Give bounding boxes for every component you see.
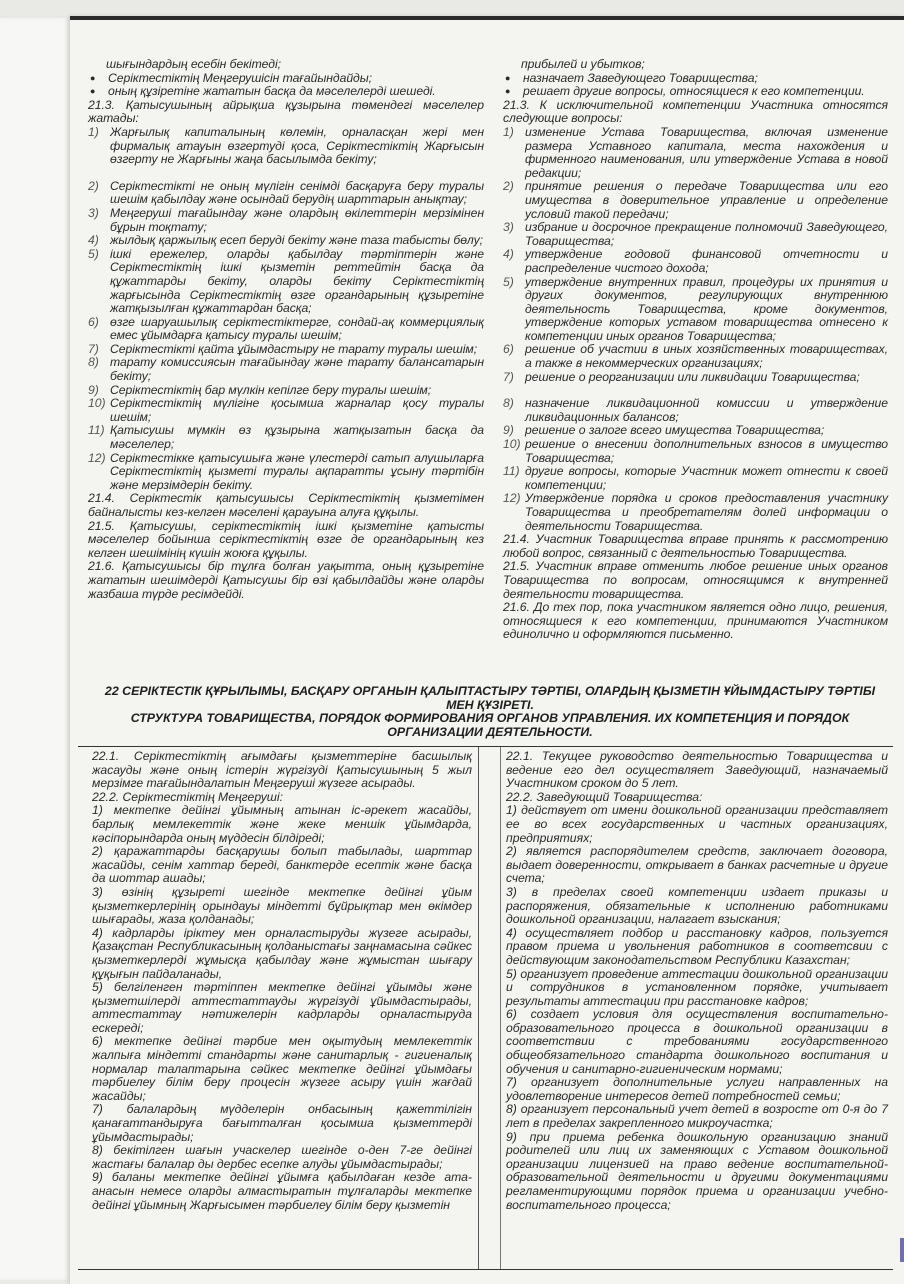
bullet-icon: ● xyxy=(90,86,96,97)
paragraph: 2) является распорядителем средств, заключает договора, выдает доверенности, открывает в банках расчетные и другие счета; xyxy=(506,844,888,886)
underlying-page-edge xyxy=(0,18,70,1280)
bullet-icon: ● xyxy=(505,86,511,97)
list-item: 6) өзге шаруашылық серіктестіктерге, сондай-ақ коммерциялық емес ұйымдарға қатысу туралы шешім; xyxy=(88,314,484,343)
column-divider xyxy=(478,747,479,1269)
paragraph: 8) бекітілген шағын учаскелер шегінде о-ден 7-ге дейінгі жастағы балалар ды дербес есепке алуды ұйымдастырады; xyxy=(92,1143,472,1171)
paragraph: 7) организует дополнительные услуги направленных на удовлетворение интересов детей потребностей семьи; xyxy=(506,1075,888,1103)
paragraph: 3) в пределах своей компетенции издает приказы и распоряжения, обязательные к исполнению работниками дошкольной организации, налагает взыскания; xyxy=(506,884,888,927)
section-21-kazakh-column xyxy=(88,58,484,601)
clause-21-5: 21.5. Участник вправе отменить любое решение иных органов Товарищества по вопросам, относящимся к внутренней деятельности товарищества. xyxy=(503,559,888,601)
paragraph: 6) мектепке дейінгі тәрбие мен оқытудың мемлекеттік жалпыға міндетті стандарты және санитарлық - гигиеналық нормалар талаптарына сәйкес мектепке дейінгі ұйымдағы тәрбиелеу білім беру процесін жүзеге асыру үшін жағдай жасайды; xyxy=(92,1034,472,1103)
clause-21-3: 21.3. К исключительной компетенции Участника относятся следующие вопросы: xyxy=(503,97,888,126)
paragraph: 4) осуществляет подбор и расстановку кадров, пользуется правом приема и увольнения работников в соответсвии с действующим законодательством Республики Казахстан; xyxy=(506,925,888,967)
list-item: 5) ішкі ережелер, оларды қабылдау тәртіптерін және Серіктестіктің ішкі қызметін реттейтін басқа да құжаттарды бекіту, оларды бекіту Серіктестіктің жарғысында Серіктестіктің өзге органдарының құзыретіне жатқызылған құжаттардан басқа; xyxy=(88,246,484,316)
list-item: 1) изменение Устава Товарищества, включая изменение размера Уставного капитала, места нахождения и фирменного наименования, или утверждение Устава в новой редакции; xyxy=(503,124,888,180)
paragraph: 7) балалардың мүдделерін онбасының қажеттілігін қанағаттандыруға бағытталған қосымша қызметтерді ұйымдастырады; xyxy=(92,1102,472,1144)
list-item: 1) Жарғылық капиталының көлемін, орналасқан жері мен фирмалық атауын өзгертуді қоса, Серіктестіктің Жарғысын өзгерту не Жарғыны жаңа басылымда бекіту; xyxy=(88,124,484,167)
list-item: 9) Серіктестіктің бар мүлкін кепілге беру туралы шешім; xyxy=(88,382,432,397)
paragraph: 1) действует от имени дошкольной организации представляет ее во всех государственных и частных организациях, предприятиях; xyxy=(506,803,888,845)
list-item: 12) Серіктестікке қатысушыға және үлестерді сатып алушыларға Серіктестіктің қызметі туралы ақпаратты ұсыну тәртібін және мерзімдерін бекіту. xyxy=(88,450,484,492)
list-item: 10) решение о внесении дополнительных взносов в имущество Товарищества; xyxy=(503,437,888,465)
paragraph: 8) организует персональный учет детей в возросте от 0-я до 7 лет в пределах закрепленного микроучастка; xyxy=(506,1102,888,1131)
list-item: 9) решение о залоге всего имущества Товарищества; xyxy=(503,423,825,438)
clause-21-6: 21.6. Қатысушысы бір тұлға болған уақытта, оның құзыретіне жататын шешімдерді Қатысушы бір өзі қабылдайды және оларды жазбаша түрде ресімдейді. xyxy=(88,559,484,601)
bullet-item: ● назначает Заведующего Товарищества; xyxy=(505,70,758,85)
list-item: 8) назначение ликвидационной комиссии и утверждение ликвидационных балансов; xyxy=(503,396,888,424)
bullet-item: ● Серіктестіктің Меңгерушісін тағайындайды; xyxy=(90,70,372,85)
table-cell-kazakh xyxy=(92,750,472,1212)
table-cell-russian xyxy=(506,750,888,1212)
list-item: 4) утверждение годовой финансовой отчетности и распределение чистого дохода; xyxy=(503,247,888,275)
paragraph: 5) белгіленген тәртіппен мектепке дейінгі ұйымды және қызметшілерді аттестаттауды жүргізуді ұйымдастырады, аттестаттау нәтижелерін кадрларды орналастыруда ескереді; xyxy=(92,980,472,1035)
list-item: 3) Меңгеруші тағайындау және олардың өкілеттерін мерзімінен бұрын тоқтату; xyxy=(88,205,484,234)
list-item: 3) избрание и досрочное прекращение полномочий Заведующего, Товарищества; xyxy=(503,220,888,248)
clause-21-4: 21.4. Серіктестік қатысушысы Серіктестіктің қызметімен байналысты кез-келген мәселені қарауына алуға құқылы. xyxy=(88,491,484,519)
list-item: 11) Қатысушы мүмкін өз құзырына жатқызатын басқа да мәселелер; xyxy=(88,423,484,452)
list-item: 12) Утверждение порядка и сроков предоставления участнику Товарищества и преобретателям долей информации о деятельности Товарищества. xyxy=(503,491,888,533)
clause-21-4: 21.4. Участник Товарищества вправе принять к рассмотрению любой вопрос, связанный с деятельностью Товарищества. xyxy=(503,532,888,560)
paragraph: 3) өзінің құзыреті шегінде мектепке дейінгі ұйым қызметкерлерінің орындауы міндетті бұйрықтар мен өкімдер шығарады, жаза қолданады; xyxy=(92,884,472,927)
continuation-line: шығындардың есебін бекітеді; xyxy=(106,57,281,71)
section-22-heading xyxy=(100,685,880,739)
clause-21-5: 21.5. Қатысушы, серіктестіктің ішкі қызметіне қатысты мәселелер бойынша серіктестіктің өзге де органдарының кез келген шешімінің күшін жоюға құқылы. xyxy=(88,518,484,560)
paragraph: 1) мектепке дейінгі ұйымның атынан іс-әрекет жасайды, барлық мемлекеттік және жеке меншік ұйымдарда, кәсіпорындарда оның мүддесін білдіреді; xyxy=(92,803,472,845)
document-page xyxy=(70,16,904,1284)
bullet-item: ● решает другие вопросы, относящиеся к его компетенции. xyxy=(505,84,865,99)
list-item: 11) другие вопросы, которые Участник может отнести к своей компетенции; xyxy=(503,464,888,492)
list-item: 2) принятие решения о передаче Товарищества или его имущества в доверительное управление и определение условий такой передачи; xyxy=(503,179,888,221)
section-21-russian-column xyxy=(503,58,888,642)
paragraph: 9) баланы мектепке дейінгі ұйымға қабылдаған кезде ата-анасын немесе оларды алмастыратын тұлғаларды мектепке дейінгі ұйымның Жарғысымен тәрбиелеу білім беру қызметін xyxy=(92,1170,472,1212)
clause-21-3: 21.3. Қатысушының айрықша құзырына төмендегі мәселелер жатады: xyxy=(88,97,484,126)
list-item: 8) тарату комиссиясын тағайындау және тарату балансатарын бекіту; xyxy=(88,355,484,384)
heading-kazakh: 22 СЕРІКТЕСТІК ҚҰРЫЛЫМЫ, БАСҚАРУ ОРГАНЫН ҚАЛЫПТАСТЫРУ ТӘРТІБІ, ОЛАРДЫҢ ҚЫЗМЕТІН ҰЙЫМДАСТЫРУ ТӘРТІБІ МЕН ҚҰЗІРЕТІ. xyxy=(104,684,876,712)
list-item: 7) решение о реорганизации или ликвидации Товарищества; xyxy=(503,369,860,384)
list-item: 2) Серіктестікті не оның мүлігін сенімді басқаруға беру туралы шешім қабылдау және осындай берудің шарттарын анықтау; xyxy=(88,178,484,207)
paragraph: 9) при приема ребенка дошкольную организацию знаний родителей или лиц их заменяющих с Уставом дошкольной организации лицензией на право ведение воспитательной-образовательной деятельности и другими документациями регламентирующими порядок приема и организации учебно-воспитательного процесса; xyxy=(506,1129,888,1212)
paragraph: 4) кадрларды іріктеу мен орналастыруды жүзеге асырады, Қазақстан Республикасының қолданыстағы заңнамасына сәйкес қызметкерлерді жұмысқа қабылдау және жұмыстан шығару құқығын пайдаланады, xyxy=(92,925,472,981)
list-item: 10) Серіктестіктің мүлігіне қосымша жарналар қосу туралы шешім; xyxy=(88,396,484,424)
continuation-line: прибылей и убытков; xyxy=(521,57,645,71)
paragraph: 22.2. Серіктестіктің Меңгеруші: xyxy=(92,789,284,804)
paragraph: 6) создает условия для осуществления воспитательно-образовательного процесса в дошкольной организации в соответствии с требованиями государственного общеобязательного стандарта дошкольного воспитания и обучения и санитарно-гигиеническим нормами; xyxy=(506,1007,888,1076)
heading-russian: СТРУКТУРА ТОВАРИЩЕСТВА, ПОРЯДОК ФОРМИРОВАНИЯ ОРГАНОВ УПРАВЛЕНИЯ. ИХ КОМПЕТЕНЦИЯ И ПОРЯДОК ОРГАНИЗАЦИИ ДЕЯТЕЛЬНОСТИ. xyxy=(130,711,850,739)
bullet-item: ● оның құзіретіне жататын басқа да мәселелерді шешеді. xyxy=(90,84,436,99)
paragraph: 22.2. Заведующий Товарищества: xyxy=(506,789,703,804)
clause-21-6: 21.6. До тех пор, пока участником является одно лицо, решения, относящиеся к его компетенции, принимаются Участником единолично и оформляются письменно. xyxy=(503,600,888,642)
list-item: 5) утверждение внутренних правил, процедуры их принятия и других документов, регулирующих внутреннюю деятельность Товарищества, кроме документов, утверждение которых уставом товарищества отнесено к компетенции иных органов Товарищества; xyxy=(503,274,888,343)
list-item: 7) Серіктестікті қайта ұйымдастыру не тарату туралы шешім; xyxy=(88,341,478,356)
paragraph: 5) организует проведение аттестации дошкольной организации и сотрудников в установленном порядке, учитывает результаты аттестации при расстановке кадров; xyxy=(506,966,888,1008)
section-22-table xyxy=(78,746,893,1270)
column-divider xyxy=(500,747,501,1269)
paragraph: 22.1. Текущее руководство деятельностью Товарищества и ведение его дел осуществляет Заведующий, назначаемый Участником сроком до 5 лет. xyxy=(506,749,888,791)
bullet-icon: ● xyxy=(505,72,511,83)
bullet-icon: ● xyxy=(90,72,96,83)
list-item: 4) жылдық қаржылық есеп беруді бекіту және таза табысты бөлу; xyxy=(88,233,483,248)
pen-mark xyxy=(900,1238,904,1262)
paragraph: 22.1. Серіктестіктің ағымдағы қызметтеріне басшылық жасауды және оның істерін жүргізуді Қатысушының 5 жыл мерзімге тағайындалатын Меңгеруші жүзеге асырады. xyxy=(92,749,472,791)
list-item: 6) решение об участии в иных хозяйственных товариществах, а также в некоммерческих организациях; xyxy=(503,342,888,371)
paragraph: 2) қаражаттарды басқарушы болып табылады, шарттар жасайды, сенім хаттар береді, банктерде есептік және басқа да шоттар ашады; xyxy=(92,844,472,886)
